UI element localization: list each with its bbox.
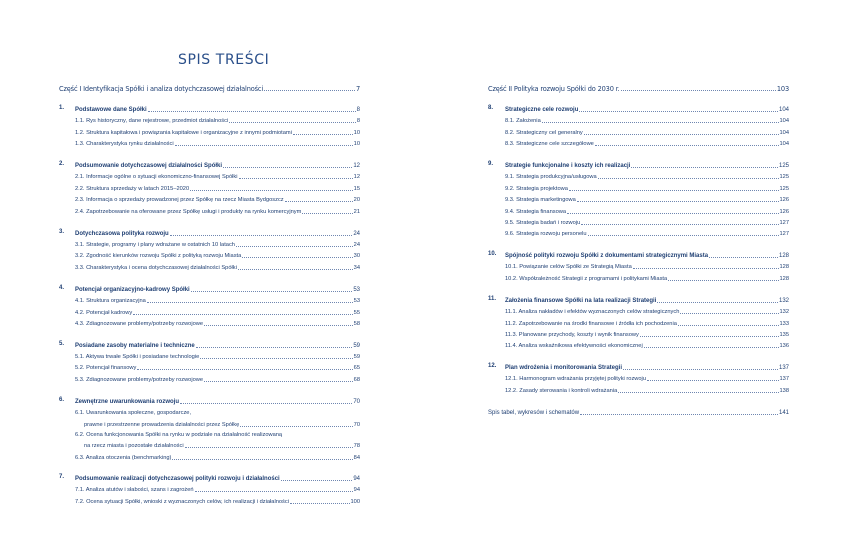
toc-page-number: 128	[778, 253, 789, 259]
toc-subsection-entry[interactable]	[75, 429, 360, 439]
toc-subsection-entry[interactable]	[75, 496, 360, 506]
toc-section-number: 7.	[59, 474, 65, 480]
toc-entry-title: 10.2. Współzależność Strategii z programami i politykami Miasta	[505, 276, 668, 282]
toc-page-number: 21	[353, 209, 360, 215]
toc-subsection-entry[interactable]	[75, 452, 360, 462]
toc-subsection-entry[interactable]	[505, 273, 789, 283]
toc-section-entry[interactable]	[488, 295, 789, 305]
toc-entry-title: 1.2. Struktura kapitałowa i powiązania kapitałowe i organizacyjne z innymi podmiotami	[75, 130, 292, 136]
toc-page-number: 125	[779, 186, 789, 192]
toc-entry-title: 9.6. Strategia rozwoju personelu	[505, 231, 587, 237]
toc-dot-leader	[133, 314, 352, 315]
toc-subsection-entry[interactable]	[75, 115, 360, 125]
toc-part-entry[interactable]	[488, 83, 789, 93]
toc-entry-title: Plan wdrożenia i monitorowania Strategii	[505, 365, 623, 371]
toc-entry-title: 6.3. Analiza otoczenia (benchmarking)	[75, 455, 172, 461]
toc-section-entry[interactable]	[59, 473, 360, 483]
toc-page-number: 70	[353, 399, 360, 405]
toc-section-number: 5.	[59, 341, 65, 347]
toc-entry-title: Strategie funkcjonalne i koszty ich realizacji	[505, 163, 631, 169]
toc-page-number: 137	[779, 376, 789, 382]
toc-dot-leader	[148, 111, 356, 112]
toc-subsection-entry[interactable]	[75, 171, 360, 181]
toc-page-number: 132	[779, 309, 789, 315]
toc-dot-leader	[680, 313, 778, 314]
toc-subsection-entry[interactable]	[505, 228, 789, 238]
toc-section-entry[interactable]	[488, 362, 789, 372]
toc-page-number: 84	[353, 455, 360, 461]
toc-dot-leader	[598, 178, 779, 179]
toc-entry-title: 11.2. Zapotrzebowanie na środki finansowe i źródła ich pochodzenia	[505, 321, 677, 327]
toc-subsection-entry[interactable]	[505, 340, 789, 350]
toc-page-number: 94	[353, 487, 360, 493]
toc-page-number: 70	[353, 422, 360, 428]
toc-dot-leader	[172, 459, 352, 460]
toc-page-number: 135	[779, 332, 789, 338]
toc-subsection-entry[interactable]	[75, 194, 360, 204]
toc-page-number: 125	[778, 163, 789, 169]
toc-entry-title: 5.2. Potencjał finansowy	[75, 365, 137, 371]
toc-page-number: 94	[353, 476, 360, 482]
toc-dot-leader	[567, 213, 778, 214]
toc-subsection-entry[interactable]	[75, 362, 360, 372]
toc-section-entry[interactable]	[59, 284, 360, 294]
toc-entry-title: 10.1. Powiązanie celów Spółki ze Strategią Miasta	[505, 264, 632, 270]
toc-page-number: 126	[779, 209, 789, 215]
toc-entry-title: 3.2. Zgodność kierunków rozwoju Spółki z polityką rozwoju Miasta	[75, 253, 242, 259]
toc-dot-leader	[640, 336, 779, 337]
toc-entry-title: na rzecz miasta i pozostałe działalności	[84, 443, 184, 449]
toc-subsection-entry[interactable]	[488, 407, 789, 417]
toc-subsection-entry[interactable]	[75, 127, 360, 137]
toc-page-number: 128	[779, 276, 789, 282]
toc-page-number: 104	[779, 130, 789, 136]
toc-dot-leader	[223, 167, 352, 168]
toc-dot-leader	[584, 134, 779, 135]
toc-dot-leader	[569, 190, 779, 191]
toc-page-number: 137	[778, 365, 789, 371]
toc-page-number: 8	[356, 107, 360, 113]
toc-section-number: 8.	[488, 105, 494, 111]
toc-page-number: 24	[353, 231, 360, 237]
toc-page-number: 78	[353, 443, 360, 449]
toc-entry-title: 12.2. Zasady sterowania i kontroli wdrażania	[505, 388, 618, 394]
toc-subsection-entry[interactable]	[84, 419, 360, 429]
toc-subsection-entry[interactable]	[505, 373, 789, 383]
toc-dot-leader	[293, 134, 353, 135]
toc-subsection-entry[interactable]	[75, 183, 360, 193]
toc-section-number: 9.	[488, 161, 494, 167]
toc-entry-title: Zewnętrzne uwarunkowania rozwoju	[75, 399, 180, 405]
toc-section-entry[interactable]	[488, 160, 789, 170]
toc-page-number: 12	[353, 163, 360, 169]
toc-entry-title: 12.1. Harmonogram wdrażania przyjętej polityki rozwoju	[505, 376, 646, 382]
toc-section-number: 12.	[488, 363, 497, 369]
toc-page-number: 103	[776, 85, 789, 93]
toc-section-entry[interactable]	[59, 160, 360, 170]
toc-entry-title: Potencjał organizacyjno-kadrowy Spółki	[75, 287, 190, 293]
toc-part-entry[interactable]	[59, 83, 360, 93]
toc-dot-leader	[175, 145, 353, 146]
toc-entry-title: prawne i przestrzenne prowadzenia działalności przez Spółkę	[84, 422, 240, 428]
toc-entry-title: Posiadane zasoby materialne i techniczne	[75, 343, 195, 349]
toc-entry-title: 2.3. Informacja o sprzedaży prowadzonej przez Spółkę na rzecz Miasta Bydgoszcz	[75, 197, 284, 203]
toc-dot-leader	[200, 358, 352, 359]
toc-entry-title: 3.1. Strategie, programy i plany wdrażane w ostatnich 10 latach	[75, 242, 235, 248]
toc-entry-title: 6.2. Ocena funkcjonowania Spółki na rynku w podziale na działalność realizowaną	[75, 432, 283, 438]
toc-dot-leader	[196, 347, 353, 348]
toc-dot-leader	[204, 381, 353, 382]
toc-entry-title: 11.3. Planowane przychody, koszty i wynik finansowy	[505, 332, 639, 338]
toc-dot-leader	[240, 426, 352, 427]
toc-entry-title: 3.3. Charakterystyka i ocena dotychczasowej działalności Spółki	[75, 265, 237, 271]
toc-dot-leader	[147, 302, 353, 303]
toc-entry-title: 9.5. Strategia badań i rozwoju	[505, 220, 581, 226]
toc-section-number: 3.	[59, 229, 65, 235]
toc-page-number: 15	[353, 186, 360, 192]
toc-entry-title: Strategiczne cele rozwoju	[505, 107, 579, 113]
toc-entry-title: 8.1. Założenia	[505, 118, 541, 124]
toc-page-number: 20	[353, 197, 360, 203]
toc-dot-leader	[595, 145, 779, 146]
toc-page-number: 34	[353, 265, 360, 271]
toc-subsection-entry[interactable]	[75, 407, 360, 417]
toc-dot-leader	[290, 503, 349, 504]
toc-dot-leader	[577, 201, 779, 202]
toc-section-number: 10.	[488, 251, 497, 257]
toc-section-entry[interactable]	[59, 104, 360, 114]
toc-page-number: 104	[779, 118, 789, 124]
toc-page-number: 138	[779, 388, 789, 394]
page-title: SPIS TREŚCI	[178, 52, 270, 68]
toc-page-number: 12	[353, 174, 360, 180]
toc-page-number: 68	[353, 377, 360, 383]
toc-page-number: 53	[353, 298, 360, 304]
toc-entry-title: Podsumowanie realizacji dotychczasowej polityki rozwoju i działalności	[75, 476, 280, 482]
toc-entry-title: 1.1. Rys historyczny, dane rejestrowe, przedmiot działalności	[75, 118, 229, 124]
toc-page-number: 55	[353, 310, 360, 316]
toc-page-number: 53	[353, 287, 360, 293]
toc-page-number: 141	[778, 410, 789, 416]
toc-dot-leader	[170, 235, 353, 236]
toc-page-number: 132	[778, 298, 789, 304]
toc-subsection-entry[interactable]	[505, 127, 789, 137]
toc-entry-title: 1.3. Charakterystyka rynku działalności	[75, 141, 174, 147]
toc-subsection-entry[interactable]	[75, 138, 360, 148]
toc-entry-title: 6.1. Uwarunkowania społeczne, gospodarcze,	[75, 410, 192, 416]
toc-subsection-entry[interactable]	[505, 306, 789, 316]
toc-page-number: 30	[353, 253, 360, 259]
toc-dot-leader	[633, 268, 779, 269]
toc-subsection-entry[interactable]	[505, 318, 789, 328]
toc-entry-title: 9.3. Strategia marketingowa	[505, 197, 576, 203]
toc-entry-title: Spójność polityki rozwoju Spółki z dokumentami strategicznymi Miasta	[505, 253, 709, 259]
toc-subsection-entry[interactable]	[505, 138, 789, 148]
toc-entry-title: 7.1. Analiza atutów i słabości, szans i zagrożeń	[75, 487, 194, 493]
toc-entry-title: Część II Polityka rozwoju Spółki do 2030 r.	[488, 85, 620, 93]
toc-page-number: 65	[353, 365, 360, 371]
toc-entry-title: 8.2. Strategiczny cel generalny	[505, 130, 583, 136]
toc-entry-title: Podsumowanie dotychczasowej działalności Spółki	[75, 163, 223, 169]
toc-dot-leader	[618, 392, 778, 393]
toc-dot-leader	[264, 90, 355, 91]
toc-dot-leader	[239, 178, 353, 179]
toc-entry-title: 5.1. Aktywa trwałe Spółki i posiadane technologie	[75, 354, 200, 360]
toc-entry-title: 11.1. Analiza nakładów i efektów wyznaczonych celów strategicznych	[505, 309, 680, 315]
toc-dot-leader	[542, 122, 779, 123]
toc-section-entry[interactable]	[488, 104, 789, 114]
toc-section-number: 2.	[59, 161, 65, 167]
toc-subsection-entry[interactable]	[75, 484, 360, 494]
toc-dot-leader	[581, 224, 778, 225]
toc-dot-leader	[137, 369, 352, 370]
toc-subsection-entry[interactable]	[75, 206, 360, 216]
toc-entry-title: 9.4. Strategia finansowa	[505, 209, 567, 215]
toc-dot-leader	[195, 491, 353, 492]
toc-dot-leader	[281, 480, 353, 481]
toc-entry-title: 9.2. Strategia projektowa	[505, 186, 568, 192]
toc-entry-title: 9.1. Strategia produkcyjna/usługowa	[505, 174, 597, 180]
toc-dot-leader	[180, 403, 352, 404]
toc-subsection-entry[interactable]	[75, 318, 360, 328]
toc-dot-leader	[238, 269, 353, 270]
toc-page-number: 59	[353, 343, 360, 349]
toc-subsection-entry[interactable]	[84, 440, 360, 450]
toc-section-number: 1.	[59, 105, 65, 111]
toc-page-number: 104	[779, 141, 789, 147]
toc-entry-title: Spis tabel, wykresów i schematów	[488, 410, 580, 416]
toc-entry-title: 2.1. Informacje ogólne o sytuacji ekonomiczno-finansowej Spółki	[75, 174, 238, 180]
toc-dot-leader	[285, 201, 353, 202]
toc-section-entry[interactable]	[59, 228, 360, 238]
toc-page-number: 10	[353, 130, 360, 136]
toc-subsection-entry[interactable]	[75, 239, 360, 249]
toc-section-number: 4.	[59, 285, 65, 291]
toc-dot-leader	[185, 447, 353, 448]
toc-dot-leader	[621, 90, 776, 91]
toc-subsection-entry[interactable]	[75, 262, 360, 272]
toc-dot-leader	[242, 257, 352, 258]
toc-entry-title: 4.3. Zdiagnozowane problemy/potrzeby rozwojowe	[75, 321, 204, 327]
toc-entry-title: Założenia finansowe Spółki na lata realizacji Strategii	[505, 298, 657, 304]
toc-dot-leader	[644, 347, 779, 348]
toc-page-number: 24	[353, 242, 360, 248]
toc-dot-leader	[580, 414, 778, 415]
toc-page-number: 133	[779, 321, 789, 327]
toc-subsection-entry[interactable]	[505, 171, 789, 181]
toc-dot-leader	[191, 291, 353, 292]
toc-subsection-entry[interactable]	[75, 351, 360, 361]
toc-dot-leader	[623, 369, 778, 370]
toc-dot-leader	[668, 280, 778, 281]
toc-dot-leader	[709, 257, 778, 258]
toc-subsection-entry[interactable]	[505, 206, 789, 216]
toc-dot-leader	[647, 380, 779, 381]
toc-entry-title: 2.2. Struktura sprzedaży w latach 2015–2020	[75, 186, 190, 192]
toc-entry-title: 7.2. Ocena sytuacji Spółki, wnioski z wyznaczonych celów, ich realizacji i działalności	[75, 499, 290, 505]
toc-subsection-entry[interactable]	[505, 183, 789, 193]
toc-page-number: 128	[779, 264, 789, 270]
toc-section-number: 6.	[59, 397, 65, 403]
toc-dot-leader	[236, 246, 353, 247]
toc-page-number: 7	[355, 85, 360, 93]
toc-subsection-entry[interactable]	[505, 261, 789, 271]
toc-page-number: 10	[353, 141, 360, 147]
toc-subsection-entry[interactable]	[505, 194, 789, 204]
toc-entry-title: 4.1. Struktura organizacyjna	[75, 298, 146, 304]
toc-subsection-entry[interactable]	[505, 385, 789, 395]
toc-entry-title: 8.3. Strategiczne cele szczegółowe	[505, 141, 594, 147]
toc-page-number: 59	[353, 354, 360, 360]
toc-dot-leader	[579, 111, 778, 112]
toc-entry-title: 11.4. Analiza wskaźnikowa efektywności ekonomicznej	[505, 343, 643, 349]
toc-dot-leader	[229, 122, 356, 123]
toc-entry-title: Podstawowe dane Spółki	[75, 107, 147, 113]
toc-subsection-entry[interactable]	[505, 217, 789, 227]
toc-dot-leader	[588, 235, 779, 236]
toc-dot-leader	[302, 213, 352, 214]
toc-subsection-entry[interactable]	[75, 250, 360, 260]
toc-page-number: 104	[778, 107, 789, 113]
toc-subsection-entry[interactable]	[505, 115, 789, 125]
toc-section-entry[interactable]	[59, 396, 360, 406]
toc-page-number: 127	[779, 231, 789, 237]
toc-page-number: 136	[779, 343, 789, 349]
toc-subsection-entry[interactable]	[75, 307, 360, 317]
toc-page-number: 126	[779, 197, 789, 203]
toc-page-number: 8	[356, 118, 360, 124]
toc-entry-title: Dotychczasowa polityka rozwoju	[75, 231, 169, 237]
toc-dot-leader	[204, 325, 353, 326]
toc-entry-title: 5.3. Zdiagnozowane problemy/potrzeby rozwojowe	[75, 377, 204, 383]
toc-page-number: 127	[779, 220, 789, 226]
toc-section-entry[interactable]	[488, 250, 789, 260]
toc-entry-title: 4.2. Potencjał kadrowy	[75, 310, 133, 316]
toc-dot-leader	[631, 167, 778, 168]
toc-page-number: 125	[779, 174, 789, 180]
toc-section-entry[interactable]	[59, 340, 360, 350]
toc-section-number: 11.	[488, 296, 497, 302]
toc-subsection-entry[interactable]	[505, 329, 789, 339]
toc-subsection-entry[interactable]	[75, 295, 360, 305]
toc-subsection-entry[interactable]	[75, 374, 360, 384]
toc-dot-leader	[678, 325, 779, 326]
toc-entry-title: 2.4. Zapotrzebowanie na oferowane przez Spółkę usługi i produkty na rynku komercyjnym	[75, 209, 302, 215]
toc-entry-title: Część I Identyfikacja Spółki i analiza dotychczasowej działalności	[59, 85, 264, 93]
toc-dot-leader	[190, 190, 353, 191]
toc-page-number: 100	[350, 499, 360, 505]
toc-dot-leader	[657, 302, 778, 303]
toc-page-number: 58	[353, 321, 360, 327]
